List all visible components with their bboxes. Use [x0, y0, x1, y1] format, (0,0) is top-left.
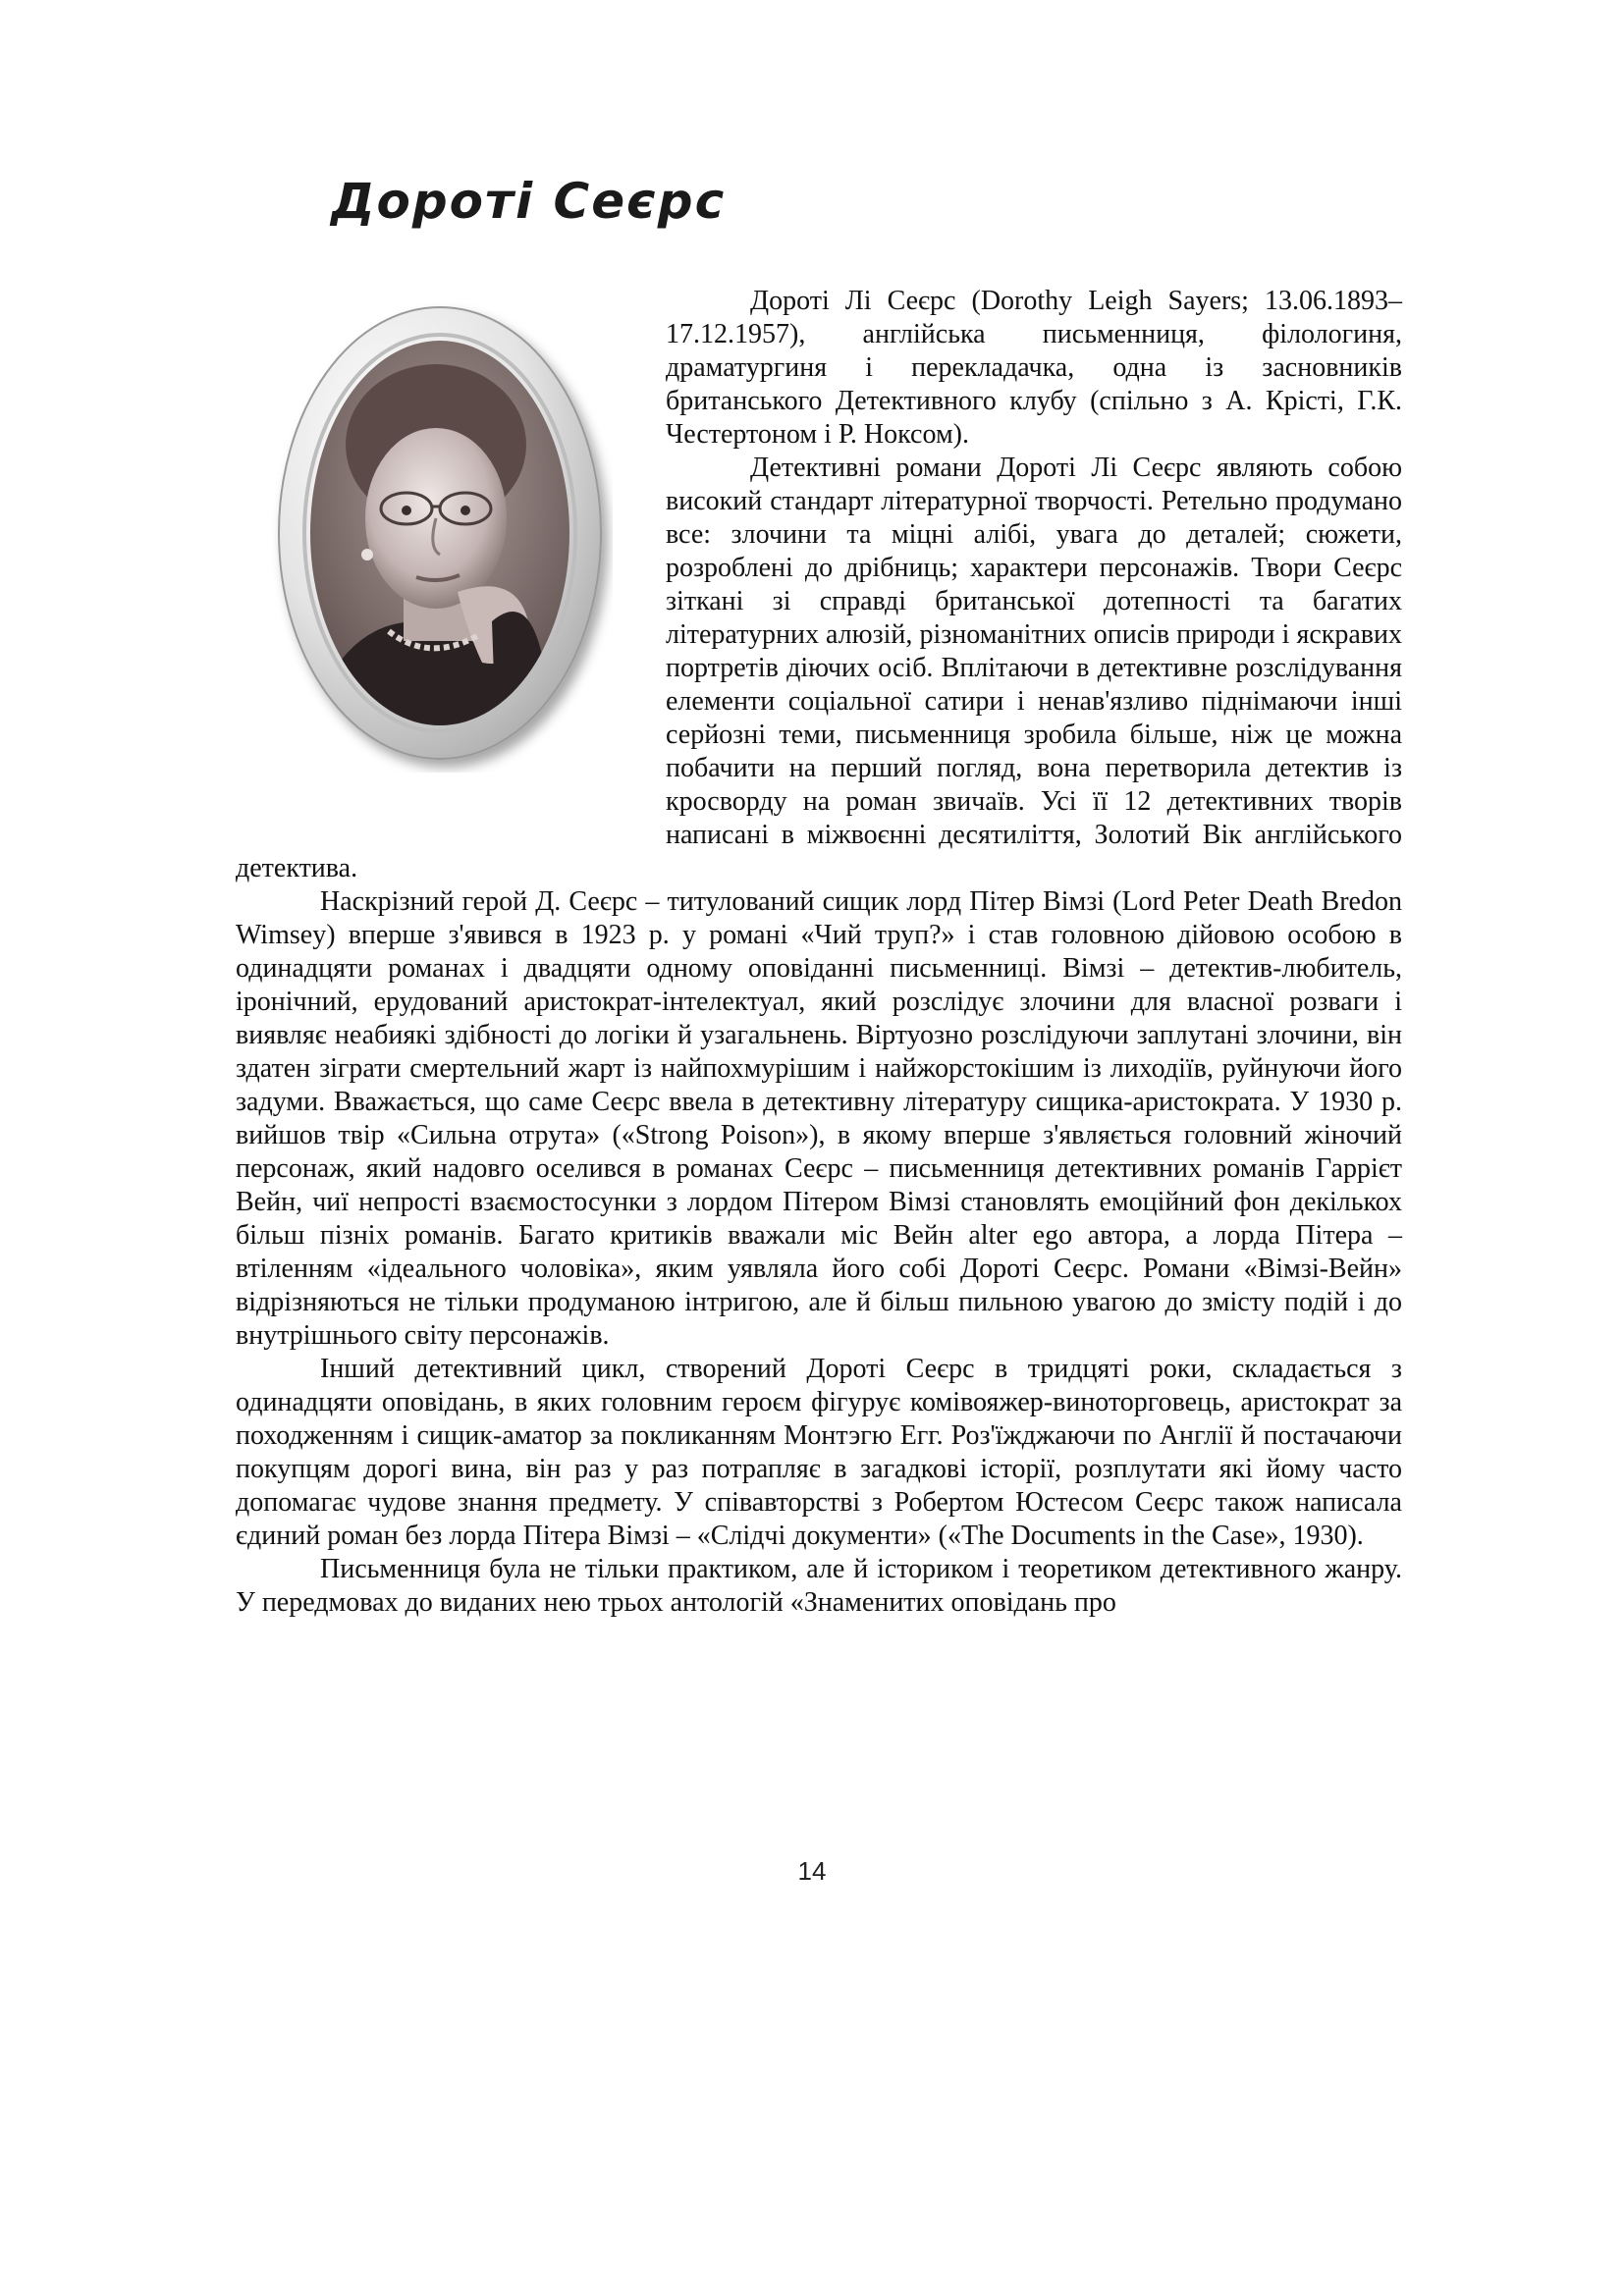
paragraph: Детективні романи Дороті Лі Сеєрс являють собою високий стандарт літературної творчості. Ретельно продумано все: злочини та міцні алібі, увага до деталей; сюжети, розроблені до дрібниць; характери персонажів. Твори Сеєрс зіткані зі справді британської дотепності та багатих літературних алюзій, різноманітних описів природи і яскравих портретів діючих осіб. Вплітаючи в детективне розслідування елементи соціальної сатири і ненав'язливо піднімаючи інші серйозні теми, письменниця зробила більше, ніж це можна побачити на перший погляд, вона перетворила детектив із кросворду на роман звичаїв. Усі її 12 детективних творів написані в міжвоєнні десятиліття, Золотий Вік англійського детектива. [236, 453, 1402, 883]
paragraph: Письменниця була не тільки практиком, але й істориком і теоретиком детективного жанру. У передмовах до виданих нею трьох антологій «Знаменитих оповідань про [236, 1554, 1402, 1618]
paragraph: Наскрізний герой Д. Сеєрс – титулований сищик лорд Пітер Вімзі (Lord Peter Death Bredon Wimsey) вперше з'явився в 1923 р. у романі «Чий труп?» і став головною дійовою особою в одинадцяти романах і двадцяти одному оповіданні письменниці. Вімзі – детектив-любитель, іронічний, ерудований аристократ-інтелектуал, який розслідує злочини для власної розваги і виявляє неабиякі здібності до логіки й узагальнень. Віртуозно розслідуючи заплутані злочини, він здатен зіграти смертельний жарт із найпохмурішим і найжорстокішим із лиходіїв, руйнуючи його задуми. Вважається, що саме Сеєрс ввела в детективну літературу сищика-аристократа. У 1930 р. вийшов твір «Сильна отрута» («Strong Poison»), в якому вперше з'являється головний жіночий персонаж, який надовго оселився в романах Сеєрс – письменниця детективних романів Гаррієт Вейн, чиї непрості взаємостосунки з лордом Пітером Вімзі становлять емоційний фон декількох більш пізніх романів. Багато критиків вважали міс Вейн alter ego автора, а лорда Пітера – втіленням «ідеального чоловіка», яким уявляла його собі Дороті Сеєрс. Романи «Вімзі-Вейн» відрізняються не тільки продуманою інтригою, але й більш пильною увагою до змісту подій і до внутрішнього світу персонажів. [236, 886, 1402, 1351]
portrait-spacer [236, 285, 666, 839]
article-body [236, 285, 1402, 1620]
paragraph: Дороті Лі Сеєрс (Dorothy Leigh Sayers; 13.06.1893–17.12.1957), англійська письменниця, філологиня, драматургиня і перекладачка, одна із засновників британського Детективного клубу (спільно з А. Крісті, Г.К. Честертоном і Р. Ноксом). [666, 286, 1402, 450]
page-number: 14 [797, 1856, 827, 1886]
paragraph: Інший детективний цикл, створений Дороті Сеєрс в тридцяті роки, складається з одинадцяти оповідань, в яких головним героєм фігурує комівояжер-виноторговець, аристократ за походженням і сищик-аматор за покликанням Монтэгю Егг. Роз'їжджаючи по Англії й постачаючи покупцям дорогі вина, він раз у раз потрапляє в загадкові історії, розплутати які йому часто допомагає чудове знання предмету. У співавторстві з Робертом Юстесом Сеєрс також написала єдиний роман без лорда Пітера Вімзі – «Слідчі документи» («The Documents in the Case», 1930). [236, 1354, 1402, 1551]
page-title: Дороті Сеєрс [331, 173, 727, 230]
